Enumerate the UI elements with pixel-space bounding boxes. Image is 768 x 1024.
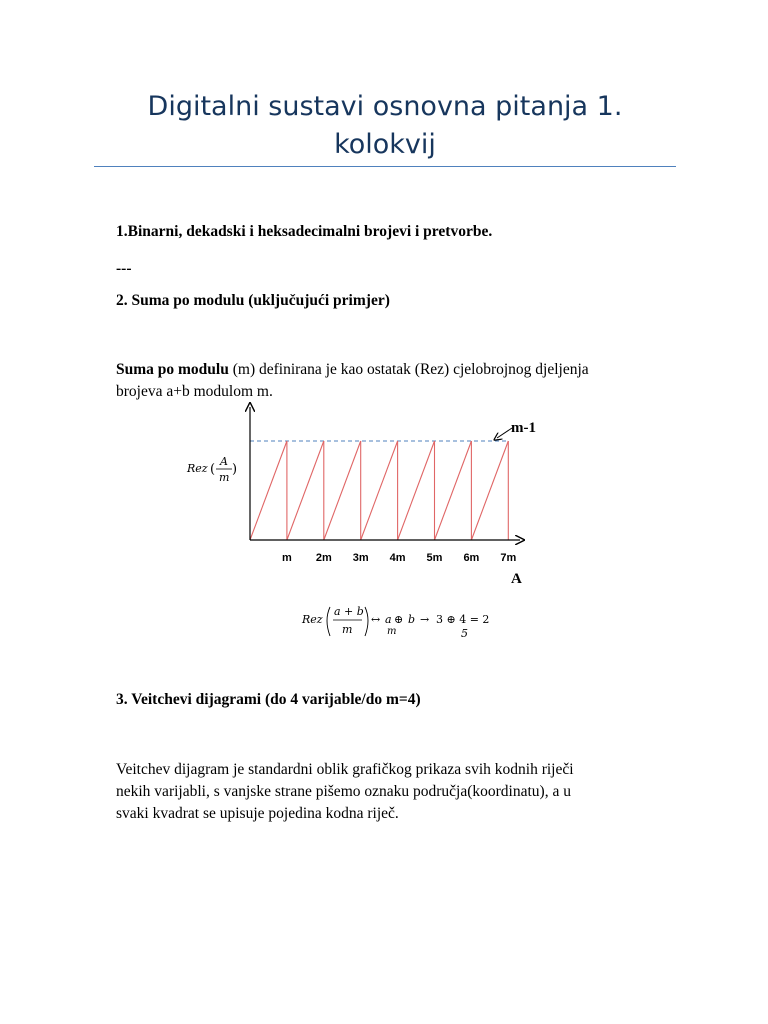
separator: --- <box>116 260 132 277</box>
x-tick-label: 5m <box>426 552 443 564</box>
sawtooth-rise-2 <box>287 441 324 540</box>
modulo-formula <box>301 605 489 640</box>
x-axis-label: A <box>511 571 522 587</box>
formula-rez: Rez <box>302 613 323 626</box>
veitch-line-2: nekih varijabli, s vanjske strane pišemo oznaku područja(koordinatu), a u <box>116 783 571 800</box>
formula-arrow-2: → <box>420 613 430 626</box>
definition-term: Suma po modulu <box>116 361 229 378</box>
question-3: 3. Veitchevi dijagrami (do 4 varijable/do m=4) <box>116 691 421 708</box>
formula-arrow-1: ↔ <box>371 613 381 626</box>
question-1: 1.Binarni, dekadski i heksadecimalni brojevi i pretvorbe. <box>116 223 493 240</box>
sawtooth-rise-4 <box>361 441 398 540</box>
formula-right-paren <box>365 607 368 636</box>
title-line-2: kolokvij <box>334 129 436 160</box>
sawtooth-rise-6 <box>435 441 472 540</box>
sawtooth-rise-3 <box>324 441 361 540</box>
formula-frac-num: a + b <box>334 605 364 618</box>
x-tick-label: 7m <box>500 552 517 564</box>
x-tick-label: 6m <box>463 552 480 564</box>
x-tick-labels <box>282 552 516 564</box>
x-tick-label: 2m <box>315 552 332 564</box>
veitch-paragraph <box>116 759 671 825</box>
title-line-1: Digitalni sustavi osnovna pitanja 1. <box>147 91 623 122</box>
max-label-arrow <box>497 428 512 438</box>
definition-text: (m) definirana je kao ostatak (Rez) cjelobrojnog djeljenja <box>228 361 589 378</box>
y-axis-label-num: A <box>220 455 228 468</box>
formula-oplus: ⊕ <box>394 613 404 626</box>
sawtooth-rise-5 <box>398 441 435 540</box>
definition-line-2: brojeva a+b modulom m. <box>116 383 273 400</box>
sawtooth-rise-7 <box>471 441 508 540</box>
formula-left-paren <box>327 607 330 636</box>
veitch-line-3: svaki kvadrat se upisuje pojedina kodna riječ. <box>116 805 399 822</box>
y-axis-label-rez: Rez <box>187 462 208 475</box>
question-2: 2. Suma po modulu (uključujući primjer) <box>116 292 390 309</box>
y-axis-label-lparen: ( <box>210 462 216 477</box>
max-value-label: m-1 <box>511 420 536 436</box>
formula-expression: 3 ⊕ 4 = 2 <box>436 613 490 626</box>
y-axis-label-den: m <box>219 471 230 484</box>
sawtooth-series <box>250 441 508 540</box>
formula-sub-5: 5 <box>461 627 468 640</box>
sawtooth-rise-1 <box>250 441 287 540</box>
formula-a: a <box>385 613 392 626</box>
veitch-line-1: Veitchev dijagram je standardni oblik grafičkog prikaza svih kodnih riječi <box>116 761 574 778</box>
formula-b: b <box>408 613 416 626</box>
y-axis-label-rparen: ) <box>232 462 238 477</box>
formula-sub-m: m <box>387 626 397 637</box>
x-tick-label: 3m <box>352 552 369 564</box>
formula-frac-den: m <box>342 623 353 636</box>
x-tick-label: 4m <box>389 552 406 564</box>
x-tick-label: m <box>282 552 292 564</box>
